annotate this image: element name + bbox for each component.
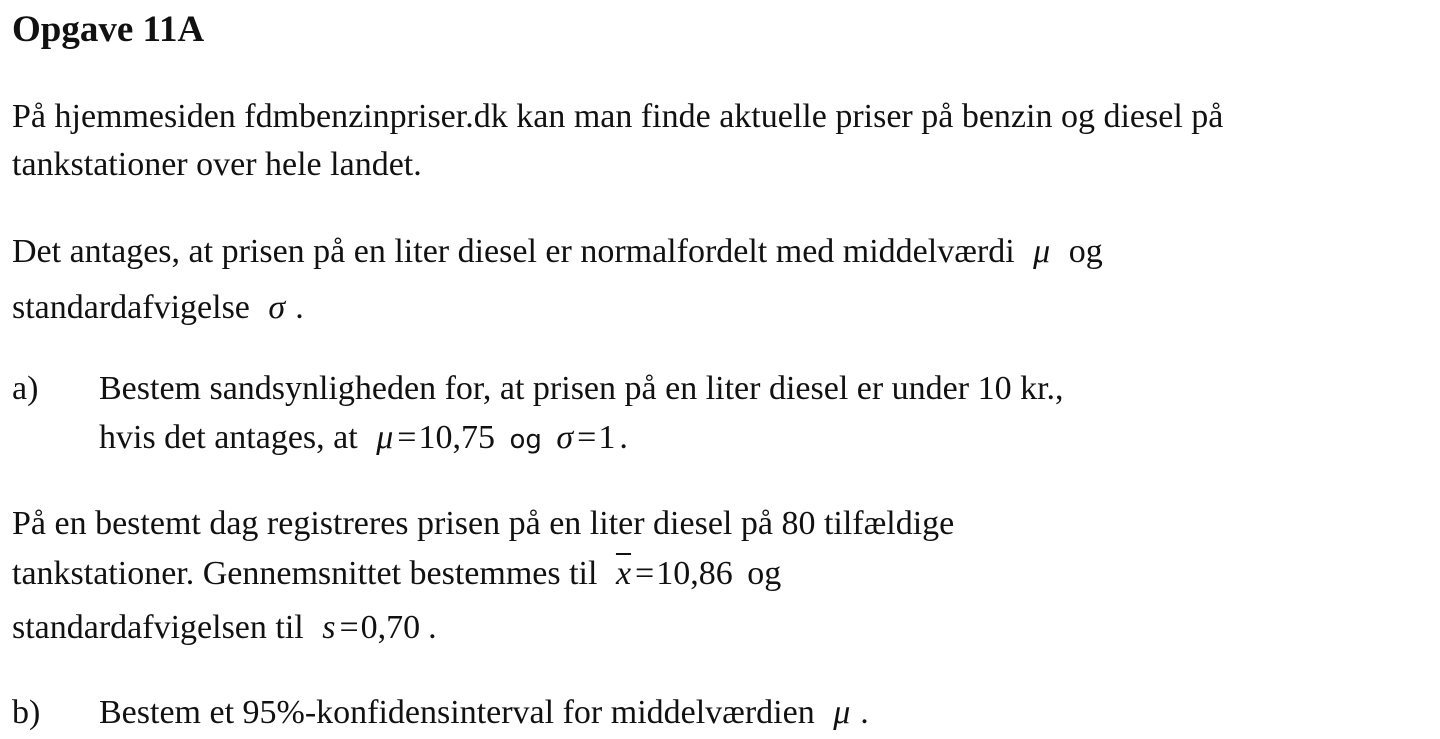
s-symbol: s: [322, 609, 336, 646]
assumption-og: og: [1068, 233, 1103, 270]
assumption-period: .: [295, 289, 304, 326]
xbar-symbol: $\overline{x}$: [615, 555, 632, 592]
question-a-text: hvis det antages, at: [99, 419, 358, 456]
sigma-symbol: σ: [268, 289, 286, 326]
question-a-line-2: [99, 417, 628, 461]
mu-symbol: μ: [1033, 233, 1051, 270]
question-b-line: [99, 692, 869, 734]
question-a-label: a): [12, 370, 39, 407]
sample-text: tankstationer. Gennemsnittet bestemmes til: [12, 555, 598, 592]
sample-og: og: [747, 555, 782, 592]
sigma-symbol: σ: [556, 419, 574, 456]
sample-line-3: [12, 607, 437, 649]
mu-symbol: μ: [376, 419, 394, 456]
exercise-title: Opgave 11A: [12, 9, 205, 50]
sample-period: .: [428, 609, 437, 646]
assumption-line-1: [12, 231, 1103, 273]
sigma-value: 1: [598, 419, 616, 456]
question-a-period: .: [619, 419, 628, 456]
mu-symbol: μ: [833, 694, 851, 731]
xbar-value: 10,86: [656, 555, 733, 592]
sample-line-1: På en bestemt dag registreres prisen på en liter diesel på 80 tilfældige: [12, 505, 955, 542]
mu-value: 10,75: [418, 419, 495, 456]
equals-sign: =: [397, 419, 417, 456]
intro-line-1: På hjemmesiden fdmbenzinpriser.dk kan man finde aktuelle priser på benzin og diesel på: [12, 98, 1224, 135]
question-a-line-1: Bestem sandsynligheden for, at prisen på en liter diesel er under 10 kr.,: [99, 370, 1064, 407]
intro-line-2: tankstationer over hele landet.: [12, 146, 422, 183]
sample-text-3: standardafvigelsen til: [12, 609, 304, 646]
s-value: 0,70: [360, 609, 421, 646]
assumption-line-2: [12, 287, 304, 329]
assumption-text-2: standardafvigelse: [12, 289, 250, 326]
question-b-text: Bestem et 95%-konfidensinterval for middelværdien: [99, 694, 815, 731]
og-word: og: [509, 425, 542, 455]
sample-line-2: [12, 553, 781, 595]
equals-sign: =: [339, 609, 359, 646]
question-b-label: b): [12, 694, 41, 731]
equals-sign: =: [577, 419, 597, 456]
question-b-period: .: [860, 694, 869, 731]
equals-sign: =: [635, 555, 655, 592]
assumption-text: Det antages, at prisen på en liter diesel er normalfordelt med middelværdi: [12, 233, 1015, 270]
